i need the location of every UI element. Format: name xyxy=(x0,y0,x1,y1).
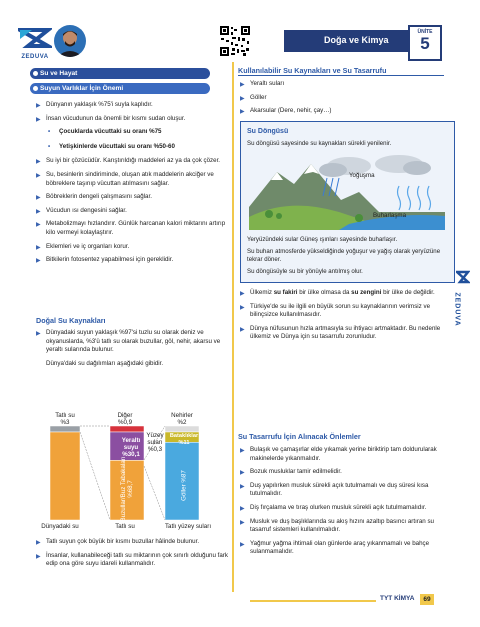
triangle-bullet-icon: ▶ xyxy=(240,483,245,490)
sub-list-item: • Yetişkinlerde vücuttaki su oranı %50-60 xyxy=(48,142,175,150)
sources-list xyxy=(240,80,450,121)
box-p1: Yeryüzündeki sular Güneş ışınları sayesinde buharlaşır. xyxy=(247,236,398,243)
bar-segment xyxy=(50,426,80,432)
triangle-bullet-icon: ▶ xyxy=(240,470,245,477)
logo-mark-icon xyxy=(18,27,52,49)
sub-list-item: • Çocuklarda vücuttaki su oranı %75 xyxy=(48,128,162,136)
unit-badge xyxy=(408,25,442,61)
page-number: 69 xyxy=(420,594,434,605)
triangle-bullet-icon: ▶ xyxy=(240,448,245,454)
qr-code-icon xyxy=(219,25,251,57)
unit-label: ÜNİTE xyxy=(417,29,433,35)
list-item: ▶ Bitkilerin fotosentez yapabilmesi için gereklidir. xyxy=(36,256,174,265)
bar1-label: Dünyadaki su xyxy=(41,523,79,530)
subsection-pill xyxy=(30,83,210,94)
list-item: ▶ Diş fırçalama ve tıraş olurken musluk sürekli açık tutulmamalıdır. xyxy=(240,503,427,512)
list-item: ▶ Dünyanın yaklaşık %75'i suyla kaplıdır. xyxy=(36,101,153,109)
footer-label: TYT KİMYA xyxy=(380,595,415,602)
bar3-top-label: Nehirler %2 xyxy=(171,412,193,426)
list-item: ▶ İnsanlar, kullanabileceği tatlı su miktarının çok sınırlı olduğunu fark edip ona göre suyu idareli kullanmalıdır. xyxy=(36,551,228,568)
triangle-bullet-icon: ▶ xyxy=(36,159,41,166)
list-item: ▶ Böbreklerin dengeli çalışmasını sağlar. xyxy=(36,193,152,202)
bar1-top-label: Tatlı su %3 xyxy=(55,412,75,426)
bar2-seg2-label: Yeraltı suyu %30,1 xyxy=(121,437,141,458)
label-buharlasma: Buharlaşma xyxy=(373,212,407,219)
subsection-pill-label: Suyun Varlıklar İçin Önemi xyxy=(40,85,124,92)
list-item: ▶ Duş yapılırken musluk sürekli açık tutulmamalı ve duş süresi kısa tutulmalıdır. xyxy=(240,481,429,498)
section-pill xyxy=(30,68,210,79)
list-item: ▶ Su, besinlerin sindiriminde, oluşan atık maddelerin akciğer ve böbreklere taşınıp vücuttan atılmasını sağlar. xyxy=(36,170,214,187)
water-cycle-illustration xyxy=(249,152,445,230)
triangle-bullet-icon: ▶ xyxy=(36,553,41,560)
bar1-seg2-label: Tuzlu su %97 xyxy=(44,464,52,503)
triangle-bullet-icon: ▶ xyxy=(240,291,245,297)
list-item: ▶ Ülkemiz su fakiri bir ülke olmasa da su zengini bir ülke de değildir. xyxy=(240,289,435,297)
triangle-bullet-icon: ▶ xyxy=(36,116,41,123)
water-cycle-box xyxy=(240,121,455,283)
side-brand xyxy=(453,270,470,340)
connector-line xyxy=(80,432,110,520)
triangle-bullet-icon: ▶ xyxy=(36,244,41,251)
author-avatar xyxy=(54,25,86,57)
triangle-bullet-icon: ▶ xyxy=(240,326,245,333)
list-item: ▶ İnsan vücudunun da önemli bir kısmı sudan oluşur. xyxy=(36,114,186,123)
bar3-seg3-label: Göller %87 xyxy=(180,470,188,501)
list-item: ▶ Bulaşık ve çamaşırlar elde yıkamak yerine biriktirip tam doldurularak makinelerde yıkanmalıdır. xyxy=(240,446,437,462)
bar2-label: Tatlı su xyxy=(115,523,135,530)
list-item: ▶ Tatlı suyun çok büyük bir kısmı buzullar hâlinde bulunur. xyxy=(36,538,200,546)
tasarruf-list xyxy=(240,446,450,562)
dogal-line: Dünya'daki su dağılımları aşağıdaki gibidir. xyxy=(46,359,164,367)
bar3-label: Tatlı yüzey suları xyxy=(164,523,212,530)
tasarruf-title: Su Tasarrufu İçin Alınacak Önlemler xyxy=(238,432,361,441)
right-title: Kullanılabilir Su Kaynakları ve Su Tasarrufu xyxy=(238,66,387,75)
box-intro: Su döngüsü sayesinde su kaynakları sürekli yenilenir. xyxy=(247,140,392,147)
list-item: ▶ Dünya nüfusunun hızla artmasıyla su ihtiyacı artmaktadır. Bu nedenle ülkemiz ve Dünya için su tasarrufu zorunludur. xyxy=(240,324,441,341)
header-bar xyxy=(14,25,466,60)
header-divider xyxy=(232,62,234,592)
list-item: ▶ Yeraltı suları xyxy=(240,80,285,88)
list-item: ▶ Göller xyxy=(240,93,267,102)
bar2-seg3-label: Buzullar/Buz Tabakaları %68,7 xyxy=(120,456,134,522)
right-bullets-after xyxy=(240,289,450,347)
triangle-bullet-icon: ▶ xyxy=(240,109,245,116)
water-cycle-icon xyxy=(249,152,445,230)
list-item: ▶ Su iyi bir çözücüdür. Karıştırıldığı maddeleri az ya da çok çözer. xyxy=(36,157,221,166)
box-p3: Su döngüsüyle su bir yönüyle antılmış olur. xyxy=(247,268,363,275)
unit-number: 5 xyxy=(420,34,430,53)
dot-bullet-icon: • xyxy=(48,142,51,150)
logo-text: ZEDUVA xyxy=(21,54,49,60)
qr-code[interactable] xyxy=(219,25,251,57)
annotation-label: Yüzey suları %0,3 xyxy=(146,432,164,453)
list-item: ▶ Musluk ve duş başlıklarında su akış hızını azaltıp basıncı artıran su tasarruf sistemleri kullanılmalıdır. xyxy=(240,517,434,534)
triangle-bullet-icon: ▶ xyxy=(36,331,41,337)
triangle-bullet-icon: ▶ xyxy=(36,172,41,179)
list-item: ▶ Dünyadaki suyun yaklaşık %97'si tuzlu su olarak deniz ve okyanuslarda, %3'ü tatlı su olarak buzullar, göl, nehir, akarsu ve yeraltı sularında bulunur. xyxy=(36,329,221,354)
triangle-bullet-icon: ▶ xyxy=(240,304,245,311)
water-distribution-chart xyxy=(30,412,230,532)
left-bullets-bottom xyxy=(36,538,228,574)
right-title-underline xyxy=(238,75,444,76)
connector-line xyxy=(144,466,165,520)
section-pill-label: Su ve Hayat xyxy=(40,70,78,77)
page-title: Doğa ve Kimya xyxy=(324,35,389,45)
side-brand-text: ZEDUVA xyxy=(453,292,461,327)
person-photo-icon xyxy=(54,25,86,57)
dogal-title: Doğal Su Kaynakları xyxy=(36,316,106,325)
footer xyxy=(380,594,460,606)
bar-segment xyxy=(110,426,144,432)
triangle-bullet-icon: ▶ xyxy=(36,258,41,265)
dogal-body xyxy=(36,329,228,368)
triangle-bullet-icon: ▶ xyxy=(240,95,245,102)
box-title: Su Döngüsü xyxy=(247,128,289,135)
list-item: ▶ Eklemleri ve iç organları korur. xyxy=(36,242,130,251)
triangle-bullet-icon: ▶ xyxy=(240,519,245,526)
dot-bullet-icon: • xyxy=(48,128,51,136)
triangle-bullet-icon: ▶ xyxy=(36,208,41,215)
box-p2: Su buharı atmosferde yükseldiğinde yoğuşur ve yağış olarak yeryüzüne tekrar döner. xyxy=(247,248,441,263)
triangle-bullet-icon: ▶ xyxy=(36,540,41,546)
bar2-top-label: Diğer %0,9 xyxy=(117,412,133,426)
label-yogusma: Yoğuşma xyxy=(349,172,375,179)
list-item: ▶ Yağmur yağma ihtimali olan günlerde araç yıkanmamalı ve bahçe sulanmamalıdır. xyxy=(240,539,430,556)
list-item: ▶ Vücudun ısı dengesini sağlar. xyxy=(36,206,127,215)
list-item: ▶ Türkiye'de su ile ilgili en büyük sorun su kaynaklarının verimsiz ve bilinçsizce kullanılmasıdır. xyxy=(240,302,431,319)
list-item: ▶ Metabolizmayı hızlandırır. Günlük harcanan kalori miktarını artırıp kilo vermeyi kolaylaştırır. xyxy=(36,220,226,236)
triangle-bullet-icon: ▶ xyxy=(36,103,41,109)
bar-segment xyxy=(165,426,199,432)
list-item: ▶ Akarsular (Dere, nehir, çay…) xyxy=(240,107,332,116)
list-item: ▶ Bozuk musluklar tamir edilmelidir. xyxy=(240,468,342,477)
footer-line xyxy=(250,600,376,602)
triangle-bullet-icon: ▶ xyxy=(240,82,245,88)
triangle-bullet-icon: ▶ xyxy=(36,195,41,202)
side-logo-icon xyxy=(456,270,470,284)
left-bullets-top xyxy=(36,101,228,270)
triangle-bullet-icon: ▶ xyxy=(240,505,245,512)
triangle-bullet-icon: ▶ xyxy=(36,222,41,229)
bar-segment xyxy=(50,432,80,520)
triangle-bullet-icon: ▶ xyxy=(240,541,245,548)
logo xyxy=(18,27,52,60)
bar3-seg2-label: Bataklıklar %11 xyxy=(169,433,199,446)
